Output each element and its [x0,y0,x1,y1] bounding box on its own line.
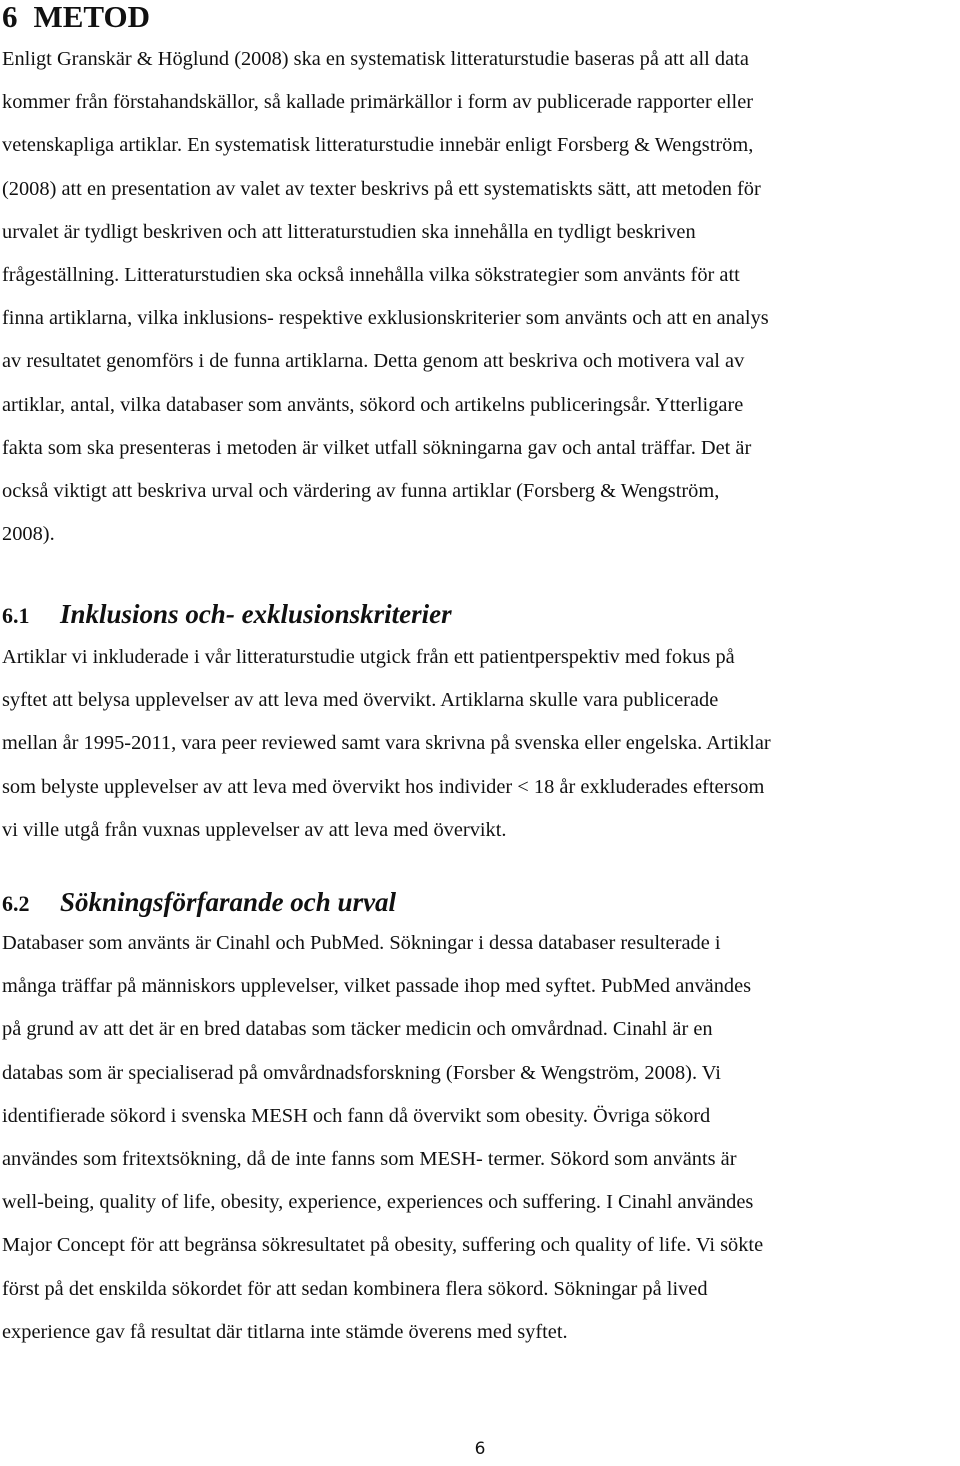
search-paragraph [2,922,960,1354]
subsection-heading-search [2,885,396,921]
subsection-title: Inklusions och- exklusionskriterier [60,599,452,629]
text-line: experience gav få resultat där titlarna inte stämde överens med syftet. [2,1320,568,1343]
section-number: 6 [2,0,18,34]
section-paragraph [2,38,960,556]
text-line: Databaser som använts är Cinahl och PubMed. Sökningar i dessa databaser resulterade i [2,932,721,954]
text-line: artiklar, antal, vilka databaser som använts, sökord och artikelns publiceringsår. Ytterligare [2,393,744,416]
text-line: på grund av att det är en bred databas som täcker medicin och omvårdnad. Cinahl är en [2,1018,713,1041]
text-line: frågeställning. Litteraturstudien ska också innehålla vilka sökstrategier som använts för att [2,264,740,287]
section-heading [2,0,150,36]
text-line: många träffar på människors upplevelser, vilket passade ihop med syftet. PubMed användes [2,975,752,998]
text-line: Enligt Granskär & Höglund (2008) ska en systematisk litteraturstudie baseras på att all data [2,48,749,70]
text-line: (2008) att en presentation av valet av texter beskrivs på ett systematiskts sätt, att metoden för [2,177,761,200]
text-line: av resultatet genomförs i de funna artiklarna. Detta genom att beskriva och motivera val av [2,350,745,373]
text-line: Major Concept för att begränsa sökresultatet på obesity, suffering och quality of life. Vi sökte [2,1234,764,1257]
text-line: som belyste upplevelser av att leva med övervikt hos individer < 18 år exkluderades eftersom [2,775,765,798]
text-line: vi ville utgå från vuxnas upplevelser av att leva med övervikt. [2,818,507,841]
text-line: användes som fritextsökning, då de inte fanns som MESH- termer. Sökord som använts är [2,1148,737,1171]
text-line: databas som är specialiserad på omvårdnadsforskning (Forsber & Wengström, 2008). Vi [2,1061,721,1084]
section-title: METOD [33,0,151,34]
page-number: 6 [474,1439,486,1459]
text-line: kommer från förstahandskällor, så kallade primärkällor i form av publicerade rapporter eller [2,91,754,114]
text-line: vetenskapliga artiklar. En systematisk litteraturstudie innebär enligt Forsberg & Wengström, [2,134,754,157]
text-line: först på det enskilda sökordet för att sedan kombinera flera sökord. Sökningar på lived [2,1277,708,1300]
text-line: identifierade sökord i svenska MESH och fann då övervikt som obesity. Övriga sökord [2,1104,711,1127]
subsection-number: 6.2 [2,891,30,916]
text-line: urvalet är tydligt beskriven och att litteraturstudien ska innehålla en tydligt beskriven [2,220,696,243]
text-line: syftet att belysa upplevelser av att leva med övervikt. Artiklarna skulle vara publicerade [2,689,719,712]
inclusion-paragraph [2,636,960,852]
text-line: well-being, quality of life, obesity, experience, experiences och suffering. I Cinahl användes [2,1191,754,1214]
subsection-title: Sökningsförfarande och urval [60,887,397,917]
subsection-number: 6.1 [2,603,30,628]
text-line: Artiklar vi inkluderade i vår litteraturstudie utgick från ett patientperspektiv med fokus på [2,646,735,668]
text-line: mellan år 1995-2011, vara peer reviewed samt vara skrivna på svenska eller engelska. Artiklar [2,732,771,755]
subsection-heading-inclusion [2,597,452,633]
text-line: 2008). [2,523,55,546]
text-line: finna artiklarna, vilka inklusions- respektive exklusionskriterier som använts och att en analys [2,307,769,330]
text-line: också viktigt att beskriva urval och värdering av funna artiklar (Forsberg & Wengström, [2,480,720,503]
text-line: fakta som ska presenteras i metoden är vilket utfall sökningarna gav och antal träffar. Det är [2,436,752,459]
